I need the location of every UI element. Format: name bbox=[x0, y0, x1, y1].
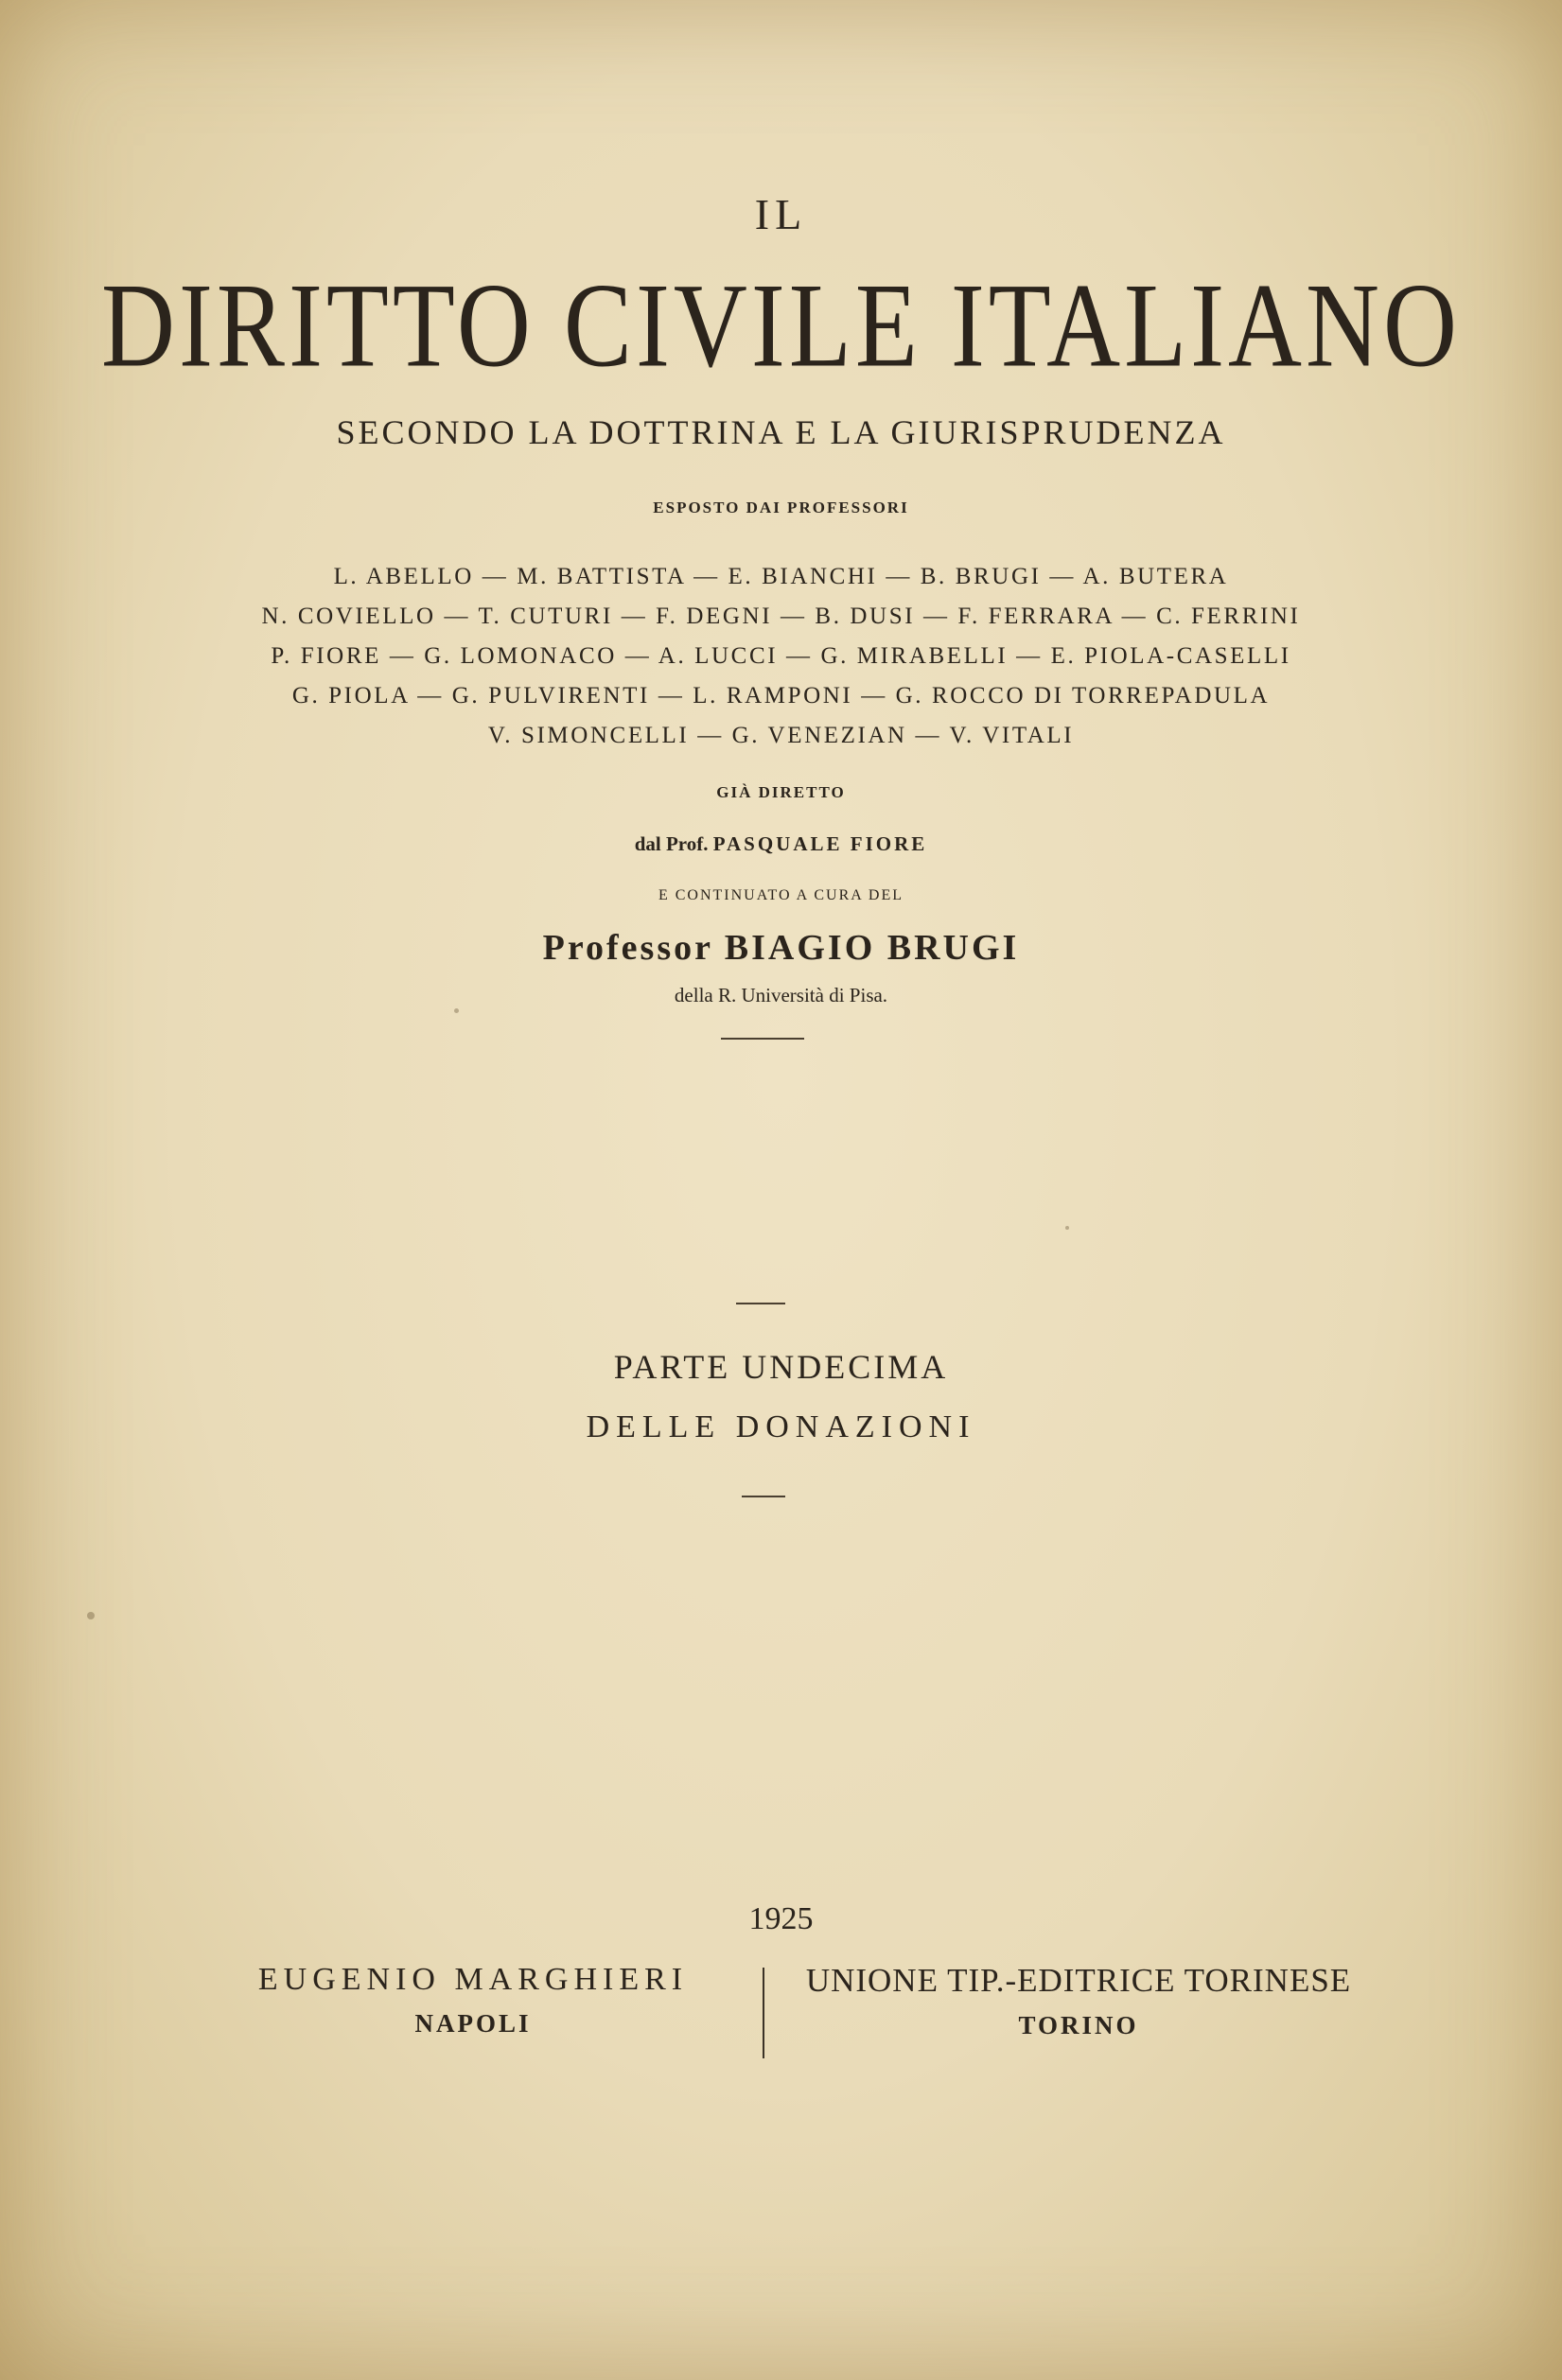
authors-line: L. ABELLO — M. BATTISTA — E. BIANCHI — B. BRUGI — A. BUTERA bbox=[333, 564, 1229, 589]
publisher-divider bbox=[763, 1968, 764, 2058]
continuato-line: E CONTINUATO A CURA DEL bbox=[658, 887, 904, 903]
esposto-heading: ESPOSTO DAI PROFESSORI bbox=[653, 499, 909, 516]
paper-speck bbox=[454, 1008, 459, 1013]
publisher-left-city: NAPOLI bbox=[414, 2009, 532, 2038]
divider-rule bbox=[742, 1496, 785, 1497]
authors-line: V. SIMONCELLI — G. VENEZIAN — V. VITALI bbox=[487, 723, 1075, 748]
authors-line: G. PIOLA — G. PULVIRENTI — L. RAMPONI — G. ROCCO DI TORREPADULA bbox=[291, 683, 1271, 709]
part-number: PARTE UNDECIMA bbox=[613, 1348, 949, 1386]
publisher-left-name: EUGENIO MARGHIERI bbox=[257, 1962, 689, 1997]
divider-rule bbox=[736, 1303, 785, 1304]
part-title: DELLE DONAZIONI bbox=[586, 1409, 976, 1444]
publisher-left bbox=[189, 1962, 757, 2039]
page-title: DIRITTO CIVILE ITALIANO bbox=[100, 259, 1462, 393]
title-article: IL bbox=[754, 190, 808, 238]
publisher-right-name: UNIONE TIP.-EDITRICE TORINESE bbox=[805, 1962, 1352, 1999]
editor-name: Professor BIAGIO BRUGI bbox=[542, 928, 1020, 968]
authors-line: N. COVIELLO — T. CUTURI — F. DEGNI — B. DUSI — F. FERRARA — C. FERRINI bbox=[261, 604, 1301, 629]
director-prefix: dal Prof. bbox=[634, 832, 709, 855]
editor-affiliation: della R. Università di Pisa. bbox=[674, 984, 888, 1006]
gia-diretto: GIÀ DIRETTO bbox=[716, 783, 846, 801]
publisher-right bbox=[785, 1962, 1372, 2040]
paper-speck bbox=[1065, 1226, 1069, 1230]
subtitle: SECONDO LA DOTTRINA E LA GIURISPRUDENZA bbox=[336, 413, 1226, 451]
divider-rule bbox=[721, 1038, 804, 1040]
authors-line: P. FIORE — G. LOMONACO — A. LUCCI — G. MIRABELLI — E. PIOLA-CASELLI bbox=[271, 643, 1291, 669]
publication-year: 1925 bbox=[748, 1901, 814, 1936]
publisher-right-city: TORINO bbox=[1018, 2011, 1139, 2039]
paper-speck bbox=[87, 1612, 95, 1619]
director-line bbox=[0, 832, 1562, 856]
director-name: PASQUALE FIORE bbox=[712, 832, 928, 855]
